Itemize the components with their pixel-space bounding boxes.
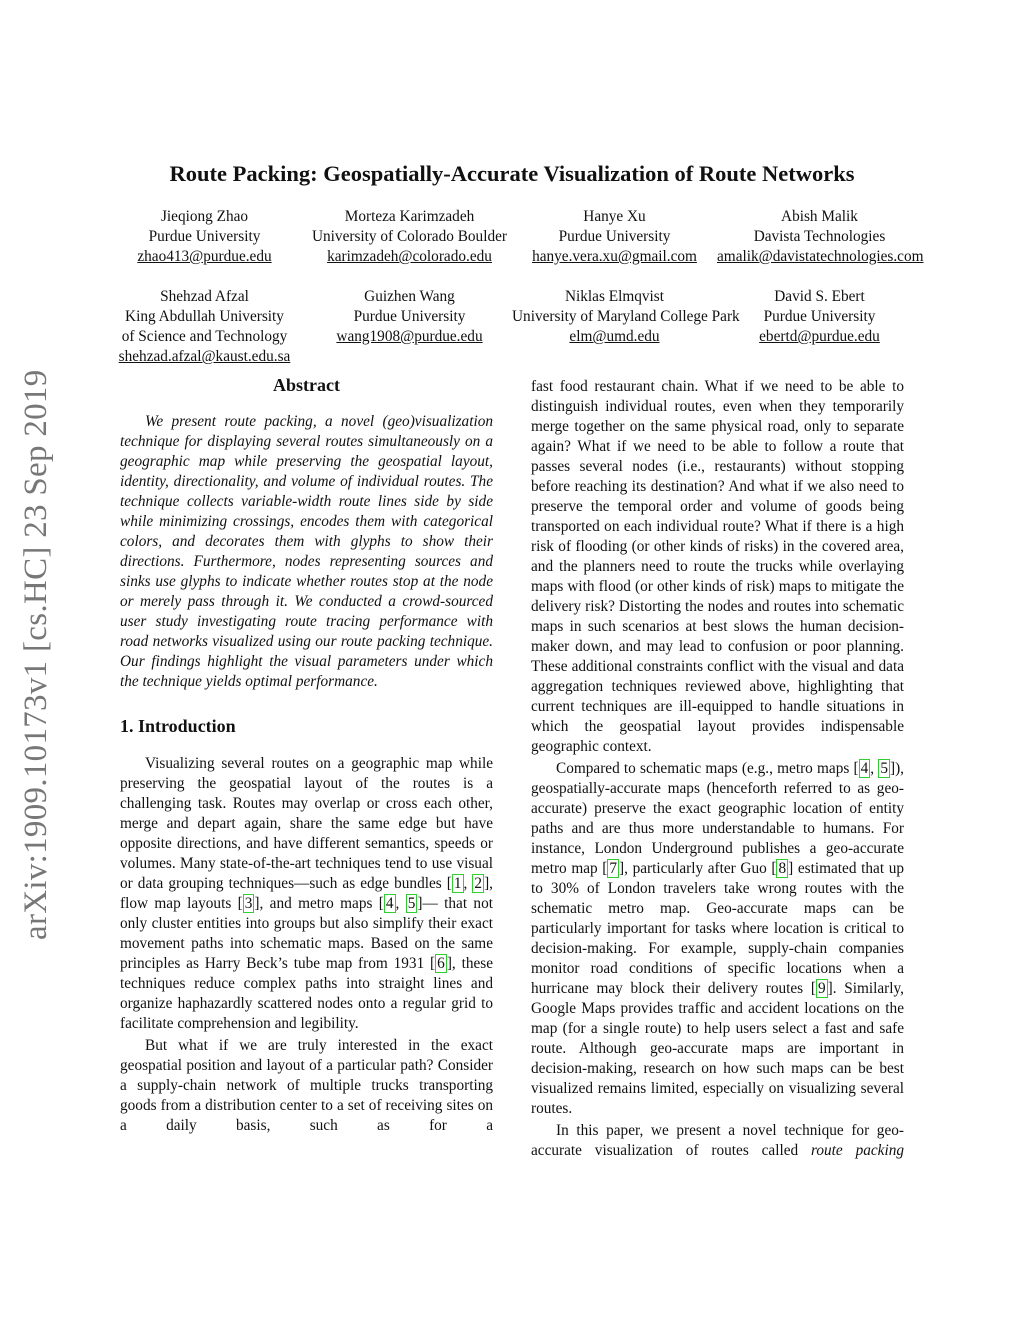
citation-link[interactable]: 8	[778, 860, 787, 877]
paragraph-text: ] estimated that up to 30% of London travelers take wrong routes with the schematic metro map. Geo-accurate maps can be particularly important for tasks where location is critical to decision-making. For example, supply-chain companies monitor road conditions of specific locations when a hurricane may block their delivery routes [	[531, 860, 905, 997]
citation-link[interactable]: 6	[437, 955, 445, 972]
paragraph-text: Compared to schematic maps (e.g., metro maps [	[556, 760, 859, 777]
citation-link[interactable]: 1	[453, 875, 462, 892]
author-name: Abish Malik	[781, 208, 858, 225]
paragraph-text: ,	[463, 875, 473, 892]
author-block	[512, 207, 717, 267]
left-column	[120, 375, 493, 1136]
author-name: Niklas Elmqvist	[564, 288, 664, 305]
paragraph-text: ]), geospatially-accurate maps (henceforth referred to as geo-accurate) preserve the exact geographic location of entity paths and are thus more understandable to humans. For instance, London Underground publishes a geo-accurate metro map [	[531, 760, 904, 877]
author-name: Morteza Karimzadeh	[344, 208, 475, 225]
citation-link[interactable]: 4	[385, 895, 394, 912]
author-block	[717, 287, 922, 367]
paragraph-text: ], and metro maps [	[254, 895, 384, 912]
author-email[interactable]: elm@umd.edu	[569, 328, 660, 345]
author-affiliation: University of Maryland College Park	[512, 308, 740, 325]
paragraph-text: ,	[395, 895, 406, 912]
paragraph	[531, 759, 904, 1119]
author-block	[307, 287, 512, 367]
author-name: Hanye Xu	[583, 208, 646, 225]
author-email[interactable]: shehzad.afzal@kaust.edu.sa	[118, 348, 291, 365]
citation-link[interactable]: 5	[407, 895, 416, 912]
author-affiliation: Purdue University	[558, 228, 671, 245]
right-column	[531, 377, 904, 1161]
author-block	[102, 287, 307, 367]
introduction-body	[120, 754, 493, 1136]
paragraph-text: Visualizing several routes on a geographic map while preserving the geospatial layout of the routes is a challenging task. Routes may overlap or cross each other, merge and depart again, share the same edge but have opposite directions, and have different semantics, speeds or volumes. Many state-of-the-art techniques tend to use visual or data grouping techniques—such as edge bundles [	[120, 755, 493, 892]
paper-title: Route Packing: Geospatially-Accurate Visualization of Route Networks	[169, 161, 855, 186]
author-affiliation: University of Colorado Boulder	[311, 228, 507, 245]
paragraph-text: ]. Similarly, Google Maps provides traffic and accident locations on the map (for a single route) to help users select a fast and safe route. Although geo-accurate maps are important in decision-making, research on how such maps can be best visualized remains limited, especially on visualizing several routes.	[531, 980, 904, 1117]
paragraph-text: ]— that not only cluster entities into groups but also simplify their exact movement paths into schematic maps. Based on the same principles as Harry Beck’s tube map from 1931 [	[120, 895, 493, 972]
author-name: David S. Ebert	[774, 288, 865, 305]
paragraph-text: ], these techniques reduce complex paths into straight lines and organize haphazardly scattered nodes onto a regular grid to facilitate comprehension and legibility.	[120, 955, 493, 1032]
authors-row-1	[102, 207, 922, 267]
paragraph-text: But what if we are truly interested in the exact geospatial position and layout of a particular path? Consider a supply-chain network of multiple trucks transporting goods from a distribution center to a set of receiving sites on a daily basis, such as for a	[120, 1037, 493, 1134]
author-email[interactable]: amalik@davistatechnologies.com	[717, 248, 924, 265]
author-name: Shehzad Afzal	[160, 288, 249, 305]
author-block	[307, 207, 512, 267]
author-name: Jieqiong Zhao	[160, 208, 249, 225]
citation-link[interactable]: 3	[244, 895, 253, 912]
paragraph	[120, 1036, 493, 1136]
authors-row-2	[102, 287, 922, 367]
author-name: Guizhen Wang	[364, 288, 455, 305]
author-block	[102, 207, 307, 267]
citation-link[interactable]: 4	[860, 760, 869, 777]
author-email[interactable]: zhao413@purdue.edu	[137, 248, 272, 265]
abstract-heading: Abstract	[273, 375, 340, 395]
paragraph	[120, 754, 493, 1034]
author-email[interactable]: karimzadeh@colorado.edu	[327, 248, 492, 265]
paragraph-text: fast food restaurant chain. What if we need to be able to distinguish individual routes, even when they temporarily merge together on the same physical road, only to separate again? What if we need to be able to follow a route that passes several nodes (i.e., restaurants) without stopping before reaching its destination? And what if we also need to preserve the temporal order and volume of goods being transported on each individual route? What if there is a high risk of flooding (or other kinds of risks) in the covered area, and the planners need to route the trucks while overlaying maps with flood (or other kinds of risk) maps to mitigate the delivery risk? Distorting the nodes and routes into schematic maps in such scenarios at best slows the human decision-maker down, and may lead to confusion or poor planning. These additional constraints conflict with the visual and data aggregation techniques reviewed above, highlighting that current techniques are ill-equipped to handle situations in which the geospatial layout provides indispensable geographic context.	[531, 378, 904, 755]
author-email[interactable]: ebertd@purdue.edu	[759, 328, 880, 345]
abstract-text: We present route packing, a novel (geo)visualization technique for displaying several routes simultaneously on a geographic map while preserving the geospatial layout, identity, directionality, and volume of individual routes. The technique collects variable-width route lines side by side while minimizing crossings, encodes them with categorical colors, and decorates them with glyphs to show their directions. Furthermore, nodes representing sources and sinks use glyphs to indicate whether routes stop at the node or merely pass through it. We conducted a crowd-sourced user study investigating route tracing performance with road networks visualized using our route packing technique. Our findings highlight the visual parameters under which the technique yields optimal performance.	[120, 413, 493, 690]
paragraph	[531, 377, 904, 757]
author-block	[512, 287, 740, 367]
paragraph-text: ,	[870, 760, 879, 777]
emphasis-text: route packing	[811, 1142, 904, 1159]
author-email[interactable]: hanye.vera.xu@gmail.com	[532, 248, 697, 265]
author-affiliation: Purdue University	[353, 308, 466, 325]
author-email[interactable]: wang1908@purdue.edu	[336, 328, 483, 345]
author-block	[717, 207, 922, 267]
author-affiliation: Davista Technologies	[753, 228, 886, 245]
arxiv-identifier: arXiv:1909.10173v1 [cs.HC] 23 Sep 2019	[18, 369, 54, 940]
author-affiliation: of Science and Technology	[121, 328, 288, 345]
citation-link[interactable]: 5	[880, 760, 888, 777]
author-affiliation: King Abdullah University	[125, 308, 284, 325]
citation-link[interactable]: 7	[609, 860, 618, 877]
paragraph	[531, 1121, 904, 1161]
citation-link[interactable]: 9	[817, 980, 826, 997]
author-affiliation: Purdue University	[148, 228, 261, 245]
introduction-heading: 1. Introduction	[120, 716, 236, 736]
citation-link[interactable]: 2	[474, 875, 483, 892]
paragraph-text: In this paper, we present a novel technique for geo-accurate visualization of routes called	[531, 1122, 904, 1159]
paragraph-text: ], flow map layouts [	[120, 875, 493, 912]
author-affiliation: Purdue University	[763, 308, 876, 325]
paragraph-text: ], particularly after Guo [	[619, 860, 777, 877]
